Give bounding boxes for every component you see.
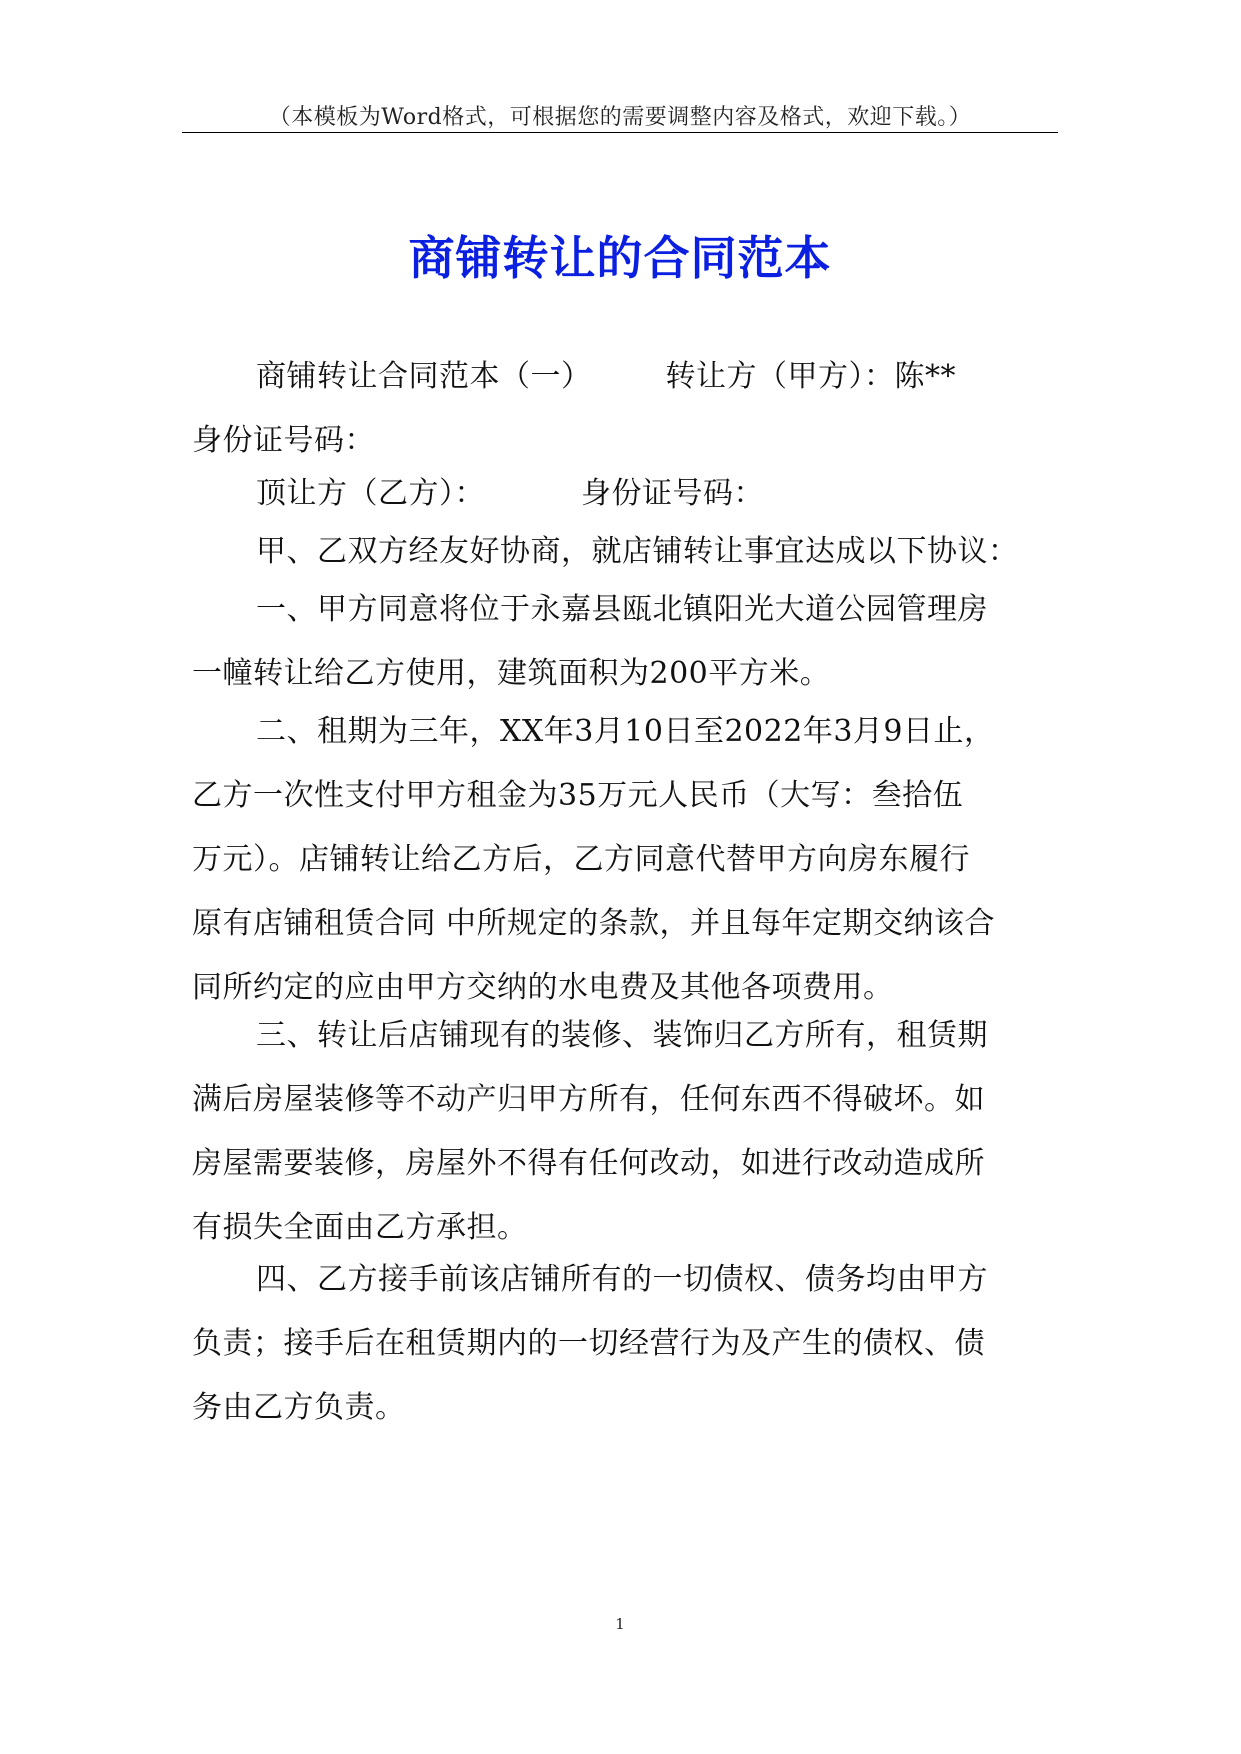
paragraph-agreement-intro bbox=[192, 520, 1052, 584]
paragraph-line: 甲、乙双方经友好协商，就店铺转让事宜达成以下协议： bbox=[256, 534, 1019, 569]
paragraph-line: 一、甲方同意将位于永嘉县瓯北镇阳光大道公园管理房 bbox=[256, 592, 988, 627]
paragraph-line: 四、乙方接手前该店铺所有的一切债权、债务均由甲方 bbox=[256, 1262, 988, 1297]
paragraph-clause-4 bbox=[192, 1248, 1052, 1440]
paragraph-line: 原有店铺租赁合同 中所规定的条款，并且每年定期交纳该合 bbox=[192, 906, 996, 941]
paragraph-line: 务由乙方负责。 bbox=[192, 1390, 406, 1425]
paragraph-parties-a bbox=[192, 345, 1052, 473]
transferee-id-label: 身份证号码： bbox=[581, 476, 764, 511]
paragraph-line: 万元）。店铺转让给乙方后，乙方同意代替甲方向房东履行 bbox=[192, 842, 970, 877]
paragraph-line: 三、转让后店铺现有的装修、装饰归乙方所有，租赁期 bbox=[256, 1018, 988, 1053]
paragraph-line bbox=[192, 462, 1052, 526]
document-title: 商铺转让的合同范本 bbox=[408, 231, 832, 285]
id-number-label: 身份证号码： bbox=[192, 423, 375, 458]
transferor-text: 转让方（甲方）：陈** bbox=[665, 359, 956, 394]
paragraph-line: 乙方一次性支付甲方租金为35万元人民币（大写：叁拾伍 bbox=[192, 778, 964, 813]
paragraph-parties-b bbox=[192, 462, 1052, 526]
paragraph-line: 二、租期为三年，XX年3月10日至2022年3月9日止， bbox=[256, 714, 995, 749]
paragraph-clause-1 bbox=[192, 578, 1052, 706]
page-number: 1 bbox=[615, 1615, 625, 1633]
paragraph-line: 负责；接手后在租赁期内的一切经营行为及产生的债权、债 bbox=[192, 1326, 985, 1361]
paragraph-line: 房屋需要装修，房屋外不得有任何改动，如进行改动造成所 bbox=[192, 1146, 985, 1181]
paragraph-line: 满后房屋装修等不动产归甲方所有，任何东西不得破坏。如 bbox=[192, 1082, 985, 1117]
paragraph-line bbox=[192, 345, 1052, 409]
paragraph-clause-3 bbox=[192, 1004, 1052, 1260]
paragraph-line: 有损失全面由乙方承担。 bbox=[192, 1210, 528, 1245]
paragraph-line: 一幢转让给乙方使用，建筑面积为200平方米。 bbox=[192, 656, 831, 691]
paragraph-line: 同所约定的应由甲方交纳的水电费及其他各项费用。 bbox=[192, 970, 894, 1005]
header-divider bbox=[182, 132, 1058, 133]
transferee-text: 顶让方（乙方）： bbox=[256, 476, 485, 511]
contract-heading-text: 商铺转让合同范本（一） bbox=[256, 359, 592, 394]
header-note: （本模板为Word格式，可根据您的需要调整内容及格式，欢迎下载。） bbox=[268, 105, 972, 130]
paragraph-clause-2 bbox=[192, 700, 1052, 1020]
